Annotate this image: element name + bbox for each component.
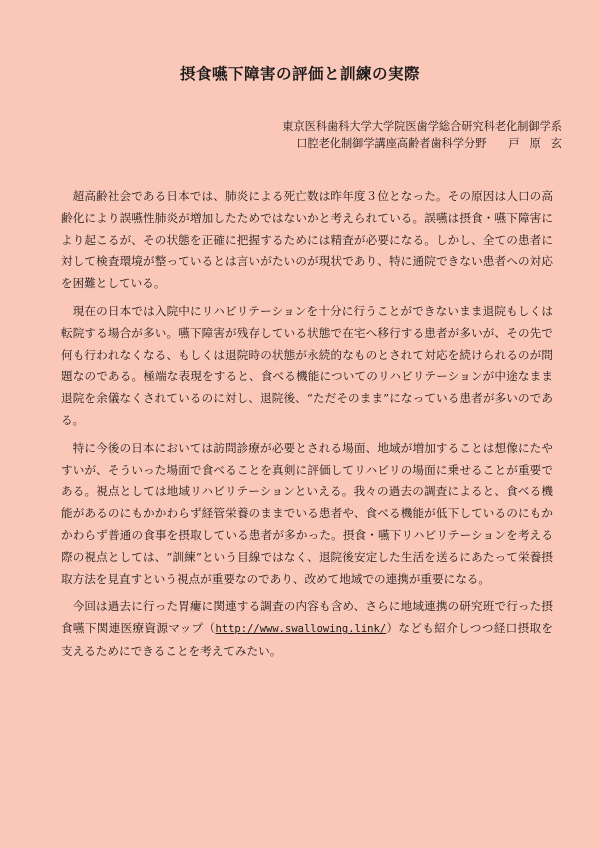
paragraph <box>61 596 553 662</box>
document-title: 摂食嚥下障害の評価と訓練の実際 <box>179 64 420 83</box>
paragraph: 現在の日本では入院中にリハビリテーションを十分に行うことができないまま退院もしくは転院する場合が多い。嚥下障害が残存している状態で在宅へ移行する患者が多いが、その先で何も行われなくなる、もしくは退院時の状態が永続的なものとされて対応を続けられるのが問題なのである。極端な表現をすると、食べる機能についてのリハビリテーションが中途なまま退院を余儀なくされているのに対し、退院後、“ただそのまま”になっている患者が多いのである。 <box>61 303 553 427</box>
affiliation-block <box>282 118 572 152</box>
resource-map-link[interactable]: http://www.swallowing.link/ <box>215 623 387 636</box>
affiliation-department: 口腔老化制御学講座高齢者歯科学分野 <box>296 137 487 150</box>
author-name: 戸原玄 <box>508 137 572 150</box>
body-text <box>61 186 553 669</box>
paragraph: 特に今後の日本においては訪問診療が必要とされる場面、地域が増加することは想像にたやすいが、そういった場面で食べることを真剣に評価してリハビリの場面に乗せることが重要である。視点としては地域リハビリテーションといえる。我々の過去の調査によると、食べる機能があるのにもかかわらず経管栄養のままでいる患者や、食べる機能が低下しているのにもかかわらず普通の食事を摂取している患者が多かった。摂食・嚥下リハビリテーションを考える際の視点としては、“訓練”という目線ではなく、退院後安定した生活を送るにあたって栄養摂取方法を見直すという視点が重要なのであり、改めて地域での連携が重要になる。 <box>61 440 553 586</box>
paragraph-text: ）なども紹介しつつ経口摂取を支えるためにできることを考えてみたい。 <box>61 621 553 658</box>
affiliation-line <box>282 135 572 152</box>
paragraph: 超高齢社会である日本では、肺炎による死亡数は昨年度３位となった。その原因は人口の高齢化により誤嚥性肺炎が増加したためではないかと考えられている。誤嚥は摂食・嚥下障害により起こるが、その状態を正確に把握するためには精査が必要になる。しかし、全ての患者に対して検査環境が整っているとは言いがたいのが現状であり、特に通院できない患者への対応を困難としている。 <box>61 189 553 291</box>
affiliation-line: 東京医科歯科大学大学院医歯学総合研究科老化制御学系 <box>282 120 562 133</box>
paragraph-text: 今回は過去に行った胃瘻に関連する調査の内容も含め、さらに地域連携の研究班で行った摂食嚥下関連医療資源マップ（ <box>61 599 553 636</box>
